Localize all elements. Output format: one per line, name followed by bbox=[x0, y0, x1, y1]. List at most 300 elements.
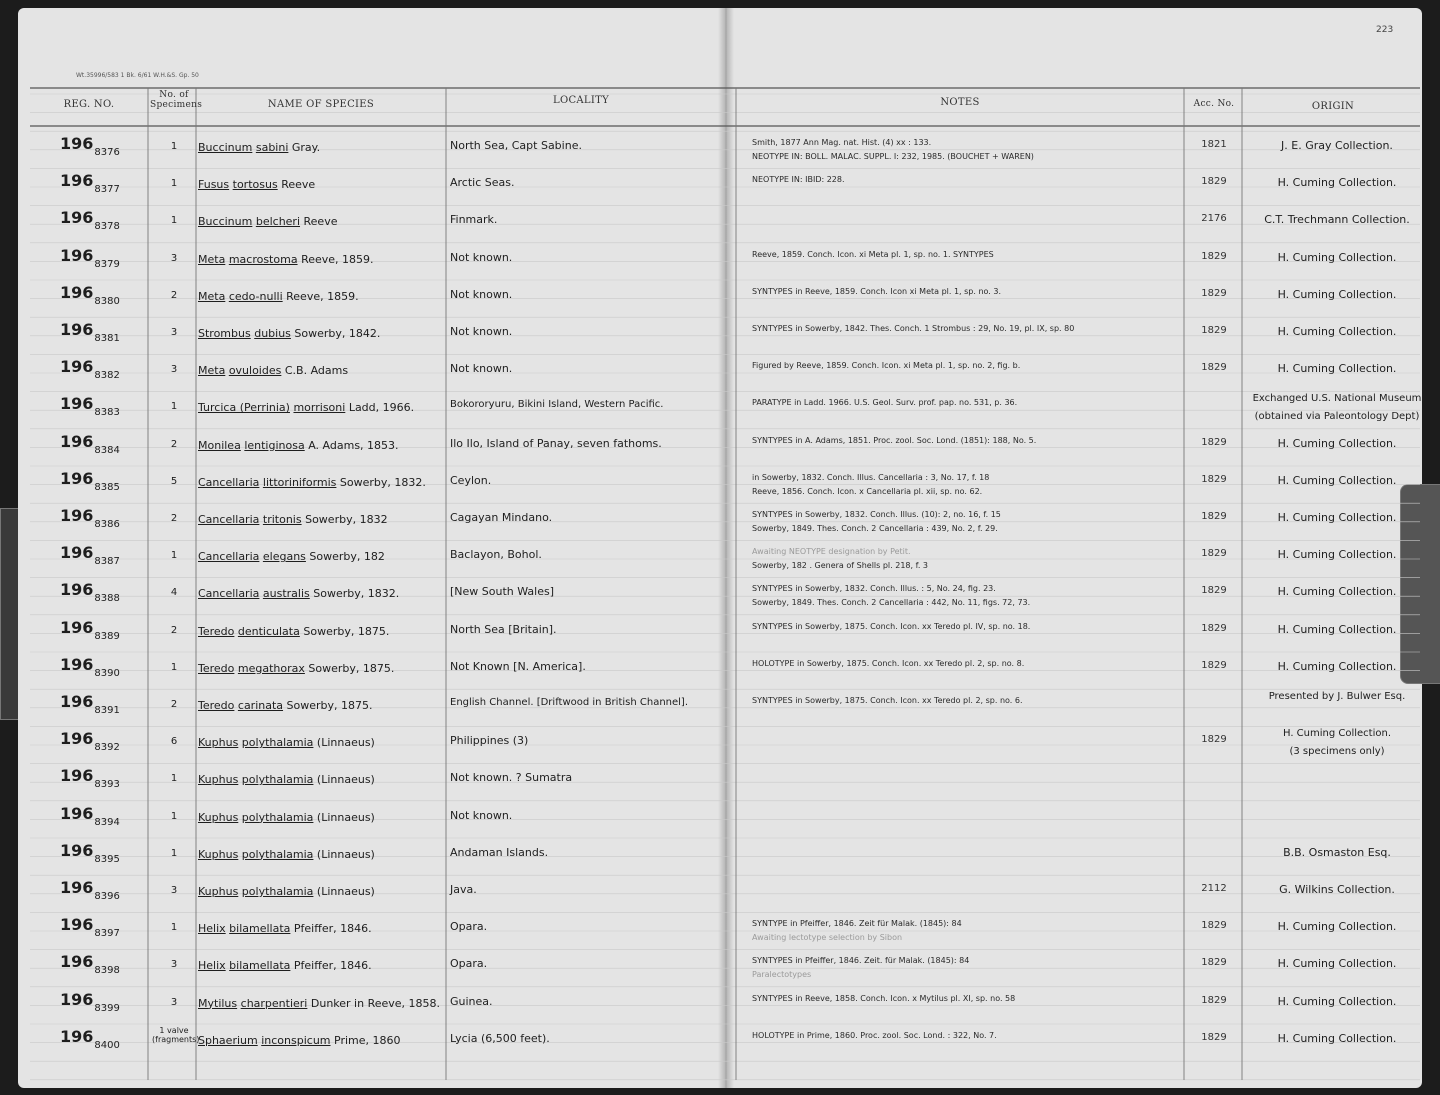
specimen-count: 2 bbox=[170, 699, 178, 710]
note-line: SYNTYPE in Pfeiffer, 1846. Zeit für Malak. (1845): 84 bbox=[752, 919, 962, 929]
species-genus: Strombus bbox=[198, 327, 251, 340]
locality: Not known. bbox=[450, 250, 513, 264]
acc-number: 1829 bbox=[1201, 287, 1227, 299]
reg-prefix: 196 bbox=[60, 766, 94, 786]
species-epithet: polythalamia bbox=[241, 847, 314, 861]
reg-suffix: 8388 bbox=[94, 593, 120, 605]
reg-suffix: 8380 bbox=[94, 295, 120, 307]
reg-suffix: 8397 bbox=[94, 928, 120, 940]
acc-number: 2176 bbox=[1201, 213, 1227, 225]
note-line: Figured by Reeve, 1859. Conch. Icon. xi Meta pl. 1, sp. no. 2, fig. b. bbox=[752, 361, 1021, 371]
reg-number bbox=[60, 729, 120, 754]
reg-number bbox=[60, 394, 120, 419]
acc-number: 1829 bbox=[1201, 436, 1227, 448]
species-author: Pfeiffer, 1846. bbox=[293, 959, 372, 973]
register-row bbox=[0, 204, 1422, 238]
species-genus: Sphaerium bbox=[198, 1033, 258, 1047]
origin-line: H. Cuming Collection. bbox=[1277, 920, 1397, 934]
species-genus: Turcica (Perrinia) bbox=[198, 401, 290, 415]
reg-prefix: 196 bbox=[60, 952, 94, 972]
species-genus: Kuphus bbox=[198, 736, 239, 750]
species-genus: Meta bbox=[198, 364, 226, 378]
reg-suffix: 8376 bbox=[94, 147, 120, 158]
species-name bbox=[198, 439, 399, 452]
origin bbox=[1244, 1030, 1430, 1048]
origin-line: H. Cuming Collection. bbox=[1277, 176, 1397, 190]
note-line: SYNTYPES in Sowerby, 1842. Thes. Conch. 1 Strombus : 29, No. 19, pl. IX, sp. 80 bbox=[752, 324, 1075, 333]
origin bbox=[1244, 435, 1430, 453]
locality: Andaman Islands. bbox=[450, 845, 549, 859]
species-author: (Linnaeus) bbox=[316, 773, 375, 787]
species-author: Sowerby, 1875. bbox=[286, 699, 373, 712]
register-row bbox=[0, 576, 1422, 610]
species-epithet: denticulata bbox=[237, 624, 300, 638]
specimen-count: 3 bbox=[170, 252, 178, 264]
reg-prefix: 196 bbox=[60, 989, 94, 1009]
specimen-count: 2 bbox=[170, 438, 178, 450]
origin-line: H. Cuming Collection. bbox=[1277, 994, 1397, 1008]
register-row bbox=[0, 762, 1422, 796]
origin-line: Presented by J. Bulwer Esq. bbox=[1268, 691, 1406, 702]
locality: Philippines (3) bbox=[450, 734, 529, 748]
locality: Not known. bbox=[450, 325, 513, 338]
reg-number bbox=[60, 580, 120, 605]
specimen-count: 3 bbox=[170, 885, 178, 896]
note-line: Awaiting NEOTYPE designation by Petit. bbox=[752, 547, 911, 557]
species-genus: Helix bbox=[198, 959, 226, 973]
locality: North Sea, Capt Sabine. bbox=[450, 139, 582, 152]
note-line: HOLOTYPE in Sowerby, 1875. Conch. Icon. xx Teredo pl. 2, sp. no. 8. bbox=[752, 658, 1025, 668]
origin bbox=[1244, 509, 1430, 527]
species-genus: Cancellaria bbox=[198, 475, 260, 489]
header-specimens: No. of Specimens bbox=[150, 90, 203, 110]
species-epithet: elegans bbox=[262, 550, 306, 564]
specimen-count: 4 bbox=[170, 587, 178, 599]
reg-prefix: 196 bbox=[60, 617, 94, 637]
reg-number bbox=[60, 320, 120, 344]
species-genus: Helix bbox=[198, 922, 226, 936]
species-epithet: bilamellata bbox=[229, 959, 291, 973]
specimen-count: 1 bbox=[170, 141, 178, 152]
note-line: Smith, 1877 Ann Mag. nat. Hist. (4) xx : 133. bbox=[752, 138, 932, 147]
origin bbox=[1244, 658, 1430, 676]
species-genus: Teredo bbox=[198, 661, 235, 675]
species-epithet: lentiginosa bbox=[244, 438, 305, 452]
reg-number bbox=[60, 171, 120, 196]
specimen-count: 1 bbox=[170, 215, 178, 227]
reg-prefix: 196 bbox=[60, 840, 94, 860]
register-row bbox=[0, 614, 1422, 648]
origin-line: H. Cuming Collection. bbox=[1277, 585, 1397, 599]
origin-line: H. Cuming Collection. bbox=[1277, 1031, 1397, 1045]
species-name bbox=[198, 476, 426, 489]
locality: Opara. bbox=[450, 957, 488, 971]
origin bbox=[1244, 688, 1430, 706]
species-author: Reeve bbox=[281, 178, 316, 192]
species-genus: Teredo bbox=[198, 624, 235, 638]
species-genus: Teredo bbox=[198, 699, 235, 712]
reg-number bbox=[60, 952, 120, 977]
locality: Finmark. bbox=[450, 213, 498, 227]
register-row bbox=[0, 130, 1422, 164]
reg-prefix: 196 bbox=[60, 431, 94, 451]
note-line: SYNTYPES in Reeve, 1859. Conch. Icon xi Meta pl. 1, sp. no. 3. bbox=[752, 286, 1002, 296]
reg-suffix: 8378 bbox=[94, 221, 120, 233]
specimen-count: 1 valve (fragments) bbox=[152, 1025, 200, 1044]
specimen-count: 3 bbox=[170, 364, 178, 376]
register-row bbox=[0, 242, 1422, 276]
species-name bbox=[198, 736, 375, 749]
register-row bbox=[0, 986, 1422, 1020]
locality: [New South Wales] bbox=[450, 585, 555, 599]
species-author: Sowerby, 1842. bbox=[294, 327, 381, 340]
specimen-count: 1 bbox=[170, 810, 178, 822]
species-epithet: polythalamia bbox=[241, 885, 314, 898]
origin bbox=[1244, 472, 1430, 490]
reg-number bbox=[60, 468, 120, 493]
species-genus: Meta bbox=[198, 289, 226, 303]
reg-prefix: 196 bbox=[60, 1026, 94, 1046]
specimen-count: 1 bbox=[170, 178, 178, 190]
specimen-count: 2 bbox=[170, 624, 178, 636]
species-genus: Cancellaria bbox=[198, 550, 260, 564]
acc-number: 1829 bbox=[1201, 548, 1227, 560]
note-line: NEOTYPE IN: BOLL. MALAC. SUPPL. I: 232, 1985. (BOUCHET + WAREN) bbox=[752, 152, 1034, 161]
locality: Arctic Seas. bbox=[450, 176, 515, 190]
reg-prefix: 196 bbox=[60, 654, 94, 674]
species-epithet: bilamellata bbox=[229, 922, 291, 936]
locality: Ilo Ilo, Island of Panay, seven fathoms. bbox=[450, 436, 662, 450]
register-row bbox=[0, 911, 1422, 945]
species-author: Sowerby, 1832 bbox=[305, 513, 388, 526]
register-row bbox=[0, 1023, 1422, 1057]
origin-line: B.B. Osmaston Esq. bbox=[1283, 845, 1391, 859]
specimen-count: 5 bbox=[170, 475, 178, 487]
origin bbox=[1244, 360, 1430, 378]
species-genus: Buccinum bbox=[198, 141, 253, 154]
register-row bbox=[0, 390, 1422, 424]
locality: Not known. ? Sumatra bbox=[450, 771, 573, 785]
species-name bbox=[198, 178, 315, 191]
acc-number: 1829 bbox=[1201, 176, 1227, 188]
origin-line: (3 specimens only) bbox=[1289, 746, 1385, 758]
acc-number: 1829 bbox=[1201, 1031, 1227, 1043]
register-row bbox=[0, 800, 1422, 834]
species-name bbox=[198, 699, 373, 712]
reg-suffix: 8398 bbox=[94, 965, 120, 977]
note-line: SYNTYPES in A. Adams, 1851. Proc. zool. Soc. Lond. (1851): 188, No. 5. bbox=[752, 435, 1037, 445]
header-locality: LOCALITY bbox=[553, 95, 609, 106]
acc-number: 1829 bbox=[1201, 585, 1227, 597]
register-row bbox=[0, 874, 1422, 908]
acc-number: 1829 bbox=[1201, 622, 1227, 634]
specimen-count: 3 bbox=[170, 327, 178, 338]
species-author: Prime, 1860 bbox=[334, 1033, 401, 1047]
species-epithet: dubius bbox=[254, 327, 291, 340]
origin bbox=[1244, 211, 1430, 229]
reg-prefix: 196 bbox=[60, 692, 94, 711]
reg-suffix: 8395 bbox=[94, 853, 120, 865]
species-epithet: cedo-nulli bbox=[228, 289, 283, 303]
species-name bbox=[198, 253, 374, 266]
reg-prefix: 196 bbox=[60, 803, 94, 823]
species-author: A. Adams, 1853. bbox=[308, 438, 399, 452]
species-name bbox=[198, 401, 414, 414]
species-name bbox=[198, 848, 375, 861]
origin bbox=[1244, 323, 1430, 341]
species-author: (Linnaeus) bbox=[316, 885, 375, 898]
species-genus: Kuphus bbox=[198, 810, 239, 824]
acc-number: 1829 bbox=[1201, 250, 1227, 262]
origin bbox=[1244, 390, 1430, 426]
acc-number: 1829 bbox=[1201, 920, 1227, 932]
locality: Not known. bbox=[450, 287, 513, 301]
reg-suffix: 8391 bbox=[94, 705, 120, 716]
locality: North Sea [Britain]. bbox=[450, 622, 557, 636]
reg-prefix: 196 bbox=[60, 208, 94, 228]
origin-line: J. E. Gray Collection. bbox=[1281, 139, 1393, 152]
reg-suffix: 8396 bbox=[94, 891, 120, 902]
origin bbox=[1244, 174, 1430, 192]
specimen-count: 1 bbox=[170, 922, 178, 934]
origin-line: H. Cuming Collection. bbox=[1277, 362, 1397, 376]
species-genus: Kuphus bbox=[198, 885, 239, 898]
origin bbox=[1244, 881, 1430, 899]
note-line: Sowerby, 1849. Thes. Conch. 2 Cancellaria : 439, No. 2, f. 29. bbox=[752, 524, 998, 533]
origin bbox=[1244, 249, 1430, 267]
species-genus: Kuphus bbox=[198, 847, 239, 861]
reg-number bbox=[60, 134, 120, 158]
reg-number bbox=[60, 692, 120, 716]
reg-number bbox=[60, 282, 120, 307]
reg-prefix: 196 bbox=[60, 506, 94, 525]
reg-number bbox=[60, 245, 120, 270]
reg-suffix: 8383 bbox=[94, 407, 120, 419]
species-epithet: australis bbox=[262, 587, 310, 601]
register-row bbox=[0, 465, 1422, 499]
species-epithet: carinata bbox=[237, 699, 284, 712]
species-name bbox=[198, 141, 320, 154]
register-row bbox=[0, 725, 1422, 759]
reg-suffix: 8386 bbox=[94, 519, 120, 530]
origin bbox=[1244, 286, 1430, 304]
reg-number bbox=[60, 617, 120, 642]
reg-number bbox=[60, 431, 120, 456]
note-line: PARATYPE in Ladd. 1966. U.S. Geol. Surv. prof. pap. no. 531, p. 36. bbox=[752, 398, 1018, 408]
reg-suffix: 8379 bbox=[94, 258, 120, 270]
origin-line: (obtained via Paleontology Dept) bbox=[1254, 411, 1420, 423]
origin-line: H. Cuming Collection. bbox=[1282, 728, 1392, 740]
reg-prefix: 196 bbox=[60, 357, 94, 377]
note-line: Awaiting lectotype selection by Sibon bbox=[752, 933, 903, 943]
page-number: 223 bbox=[1376, 25, 1394, 35]
species-name bbox=[198, 885, 375, 898]
reg-number bbox=[60, 208, 120, 233]
species-name bbox=[198, 959, 372, 972]
species-author: Reeve, 1859. bbox=[301, 252, 374, 266]
species-epithet: tritonis bbox=[262, 513, 302, 526]
reg-suffix: 8384 bbox=[94, 444, 120, 456]
specimen-count: 6 bbox=[170, 736, 178, 748]
reg-number bbox=[60, 915, 120, 940]
specimen-count: 2 bbox=[170, 289, 178, 301]
register-row bbox=[0, 688, 1422, 722]
origin-line: C.T. Trechmann Collection. bbox=[1264, 213, 1410, 227]
reg-prefix: 196 bbox=[60, 729, 94, 749]
reg-number bbox=[60, 878, 120, 902]
species-author: Dunker in Reeve, 1858. bbox=[310, 996, 441, 1010]
register-row bbox=[0, 502, 1422, 536]
species-epithet: ovuloides bbox=[228, 364, 282, 378]
species-genus: Cancellaria bbox=[198, 587, 260, 601]
species-name bbox=[198, 1034, 401, 1047]
acc-number: 1829 bbox=[1201, 362, 1227, 374]
acc-number: 1829 bbox=[1201, 473, 1227, 485]
reg-prefix: 196 bbox=[60, 134, 94, 153]
register-row bbox=[0, 539, 1422, 573]
species-name bbox=[198, 290, 359, 303]
reg-number bbox=[60, 506, 120, 530]
species-author: (Linnaeus) bbox=[316, 810, 375, 824]
reg-suffix: 8390 bbox=[94, 667, 120, 679]
origin bbox=[1244, 546, 1430, 564]
header-species: NAME OF SPECIES bbox=[267, 99, 375, 110]
acc-number: 1829 bbox=[1201, 511, 1227, 522]
reg-suffix: 8392 bbox=[94, 742, 120, 754]
species-author: Pfeiffer, 1846. bbox=[293, 922, 372, 936]
note-line: SYNTYPES in Sowerby, 1832. Conch. Illus. : 5, No. 24, fig. 23. bbox=[752, 584, 996, 594]
species-author: Sowerby, 182 bbox=[309, 550, 385, 564]
register-row bbox=[0, 167, 1422, 201]
origin-line: G. Wilkins Collection. bbox=[1279, 883, 1395, 896]
species-name bbox=[198, 587, 399, 600]
origin bbox=[1244, 918, 1430, 936]
reg-suffix: 8387 bbox=[94, 556, 120, 568]
acc-number: 1829 bbox=[1201, 325, 1227, 336]
species-name bbox=[198, 773, 375, 786]
reg-prefix: 196 bbox=[60, 878, 94, 897]
register-row bbox=[0, 279, 1422, 313]
reg-number bbox=[60, 840, 120, 865]
specimen-count: 3 bbox=[170, 996, 178, 1008]
specimen-count: 3 bbox=[170, 959, 178, 971]
note-line: SYNTYPES in Sowerby, 1875. Conch. Icon. xx Teredo pl. 2, sp. no. 6. bbox=[752, 696, 1023, 705]
acc-number: 1829 bbox=[1201, 957, 1227, 969]
reg-prefix: 196 bbox=[60, 394, 94, 414]
origin bbox=[1244, 137, 1430, 155]
species-genus: Mytilus bbox=[198, 996, 238, 1010]
species-name bbox=[198, 215, 337, 228]
header-acc-no: Acc. No. bbox=[1193, 99, 1235, 109]
species-author: Reeve bbox=[303, 215, 338, 229]
origin-line: H. Cuming Collection. bbox=[1277, 325, 1397, 338]
note-line: Reeve, 1859. Conch. Icon. xi Meta pl. 1, sp. no. 1. SYNTYPES bbox=[752, 249, 994, 259]
specimen-count: 2 bbox=[170, 513, 178, 524]
species-genus: Buccinum bbox=[198, 215, 253, 229]
origin bbox=[1244, 621, 1430, 639]
species-genus: Kuphus bbox=[198, 773, 239, 787]
reg-prefix: 196 bbox=[60, 915, 94, 935]
locality: Java. bbox=[450, 883, 477, 896]
origin-line: H. Cuming Collection. bbox=[1277, 436, 1397, 450]
header-reg-no: REG. NO. bbox=[63, 99, 115, 110]
locality: Bokororyuru, Bikini Island, Western Pacific. bbox=[450, 399, 664, 411]
species-author: Sowerby, 1832. bbox=[339, 475, 426, 489]
reg-suffix: 8400 bbox=[94, 1039, 120, 1051]
note-line: Sowerby, 1849. Thes. Conch. 2 Cancellaria : 442, No. 11, figs. 72, 73. bbox=[752, 598, 1031, 608]
species-author: (Linnaeus) bbox=[316, 736, 375, 750]
origin-line: H. Cuming Collection. bbox=[1277, 622, 1397, 636]
specimen-count: 1 bbox=[170, 661, 178, 673]
species-name bbox=[198, 662, 394, 675]
species-name bbox=[198, 811, 375, 824]
reg-prefix: 196 bbox=[60, 245, 94, 265]
specimen-count: 1 bbox=[170, 773, 178, 785]
note-line: Reeve, 1856. Conch. Icon. x Cancellaria pl. xii, sp. no. 62. bbox=[752, 486, 983, 496]
species-author: Sowerby, 1875. bbox=[308, 661, 395, 675]
species-author: Gray. bbox=[291, 141, 321, 154]
locality: Not known. bbox=[450, 808, 513, 822]
reg-number bbox=[60, 1026, 120, 1051]
reg-number bbox=[60, 989, 120, 1014]
species-genus: Monilea bbox=[198, 438, 241, 452]
reg-prefix: 196 bbox=[60, 580, 94, 600]
species-author: Ladd, 1966. bbox=[348, 401, 415, 415]
species-author: Sowerby, 1832. bbox=[313, 587, 400, 601]
species-epithet: polythalamia bbox=[241, 773, 314, 787]
species-epithet: littoriniformis bbox=[262, 475, 337, 489]
species-author: Sowerby, 1875. bbox=[303, 624, 390, 638]
locality: Not Known [N. America]. bbox=[450, 659, 586, 673]
species-name bbox=[198, 550, 385, 563]
header-origin: ORIGIN bbox=[1311, 101, 1355, 112]
species-epithet: tortosus bbox=[232, 178, 278, 192]
reg-suffix: 8399 bbox=[94, 1002, 120, 1014]
acc-number: 2112 bbox=[1201, 883, 1227, 894]
reg-suffix: 8393 bbox=[94, 779, 120, 791]
note-line: Sowerby, 182 . Genera of Shells pl. 218, f. 3 bbox=[752, 561, 929, 571]
species-genus: Meta bbox=[198, 252, 226, 266]
species-genus: Fusus bbox=[198, 178, 230, 192]
species-epithet: megathorax bbox=[237, 661, 305, 675]
locality: English Channel. [Driftwood in British Channel]. bbox=[450, 697, 689, 708]
origin bbox=[1244, 725, 1430, 761]
reg-prefix: 196 bbox=[60, 171, 94, 191]
locality: Guinea. bbox=[450, 994, 493, 1008]
origin-line: H. Cuming Collection. bbox=[1277, 287, 1397, 301]
origin bbox=[1244, 993, 1430, 1011]
species-genus: Cancellaria bbox=[198, 513, 260, 526]
note-line: in Sowerby, 1832. Conch. Illus. Cancellaria : 3, No. 17, f. 18 bbox=[752, 472, 990, 482]
species-epithet: charpentieri bbox=[240, 996, 308, 1010]
species-author: Reeve, 1859. bbox=[286, 289, 359, 303]
origin-line: H. Cuming Collection. bbox=[1277, 473, 1397, 487]
species-name bbox=[198, 327, 380, 340]
locality: Not known. bbox=[450, 362, 513, 376]
locality: Lycia (6,500 feet). bbox=[450, 1031, 550, 1045]
reg-number bbox=[60, 543, 120, 568]
species-author: (Linnaeus) bbox=[316, 847, 375, 861]
species-epithet: polythalamia bbox=[241, 736, 314, 750]
origin bbox=[1244, 955, 1430, 973]
acc-number: 1829 bbox=[1201, 659, 1227, 671]
locality: Cagayan Mindano. bbox=[450, 511, 553, 524]
reg-suffix: 8381 bbox=[94, 333, 120, 344]
note-line: Paralectotypes bbox=[752, 970, 812, 980]
specimen-count: 1 bbox=[170, 401, 178, 413]
species-epithet: polythalamia bbox=[241, 810, 314, 824]
species-epithet: sabini bbox=[255, 141, 289, 154]
